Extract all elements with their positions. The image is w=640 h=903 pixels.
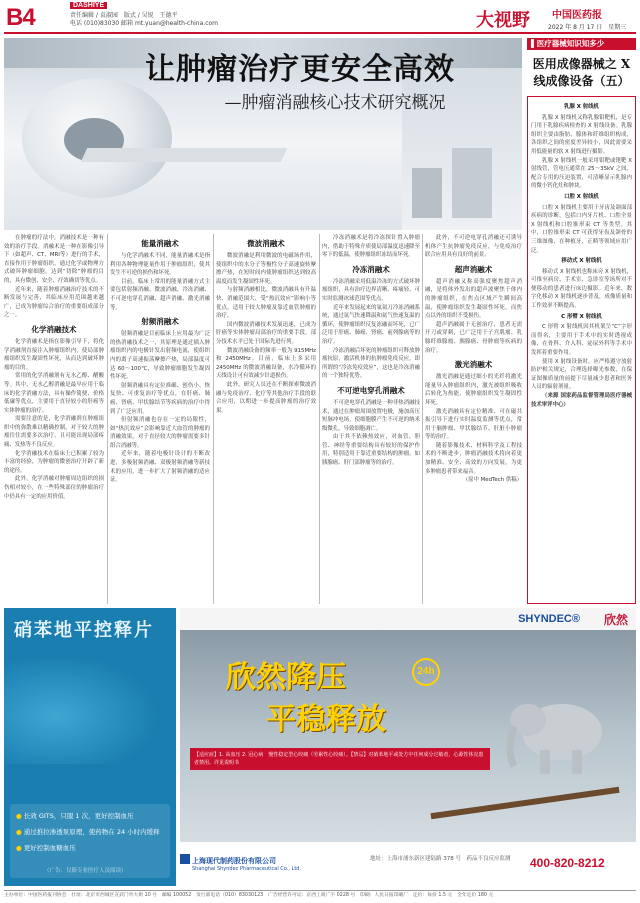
ad-background-graphic [4,644,176,764]
section-heading: 激光消融术 [454,360,493,370]
ad-headline-2: 平稳释放 [266,702,386,737]
paragraph: 此外，化学消融对肿瘤周边组织的损伤相对较小，在一些特殊部位的肿瘤治疗中仍具有一定的应用价值。 [4,476,104,500]
paragraph: 乳腺 X 射线机又称乳腺钼靶机，是专门用于乳腺疾病检查的 X 射线设备。乳腺组织主要由脂肪、腺体和纤维组织构成，各组织之间的密度差异较小，因此需要采用低能量的软 X 射线进行摄影。 [531,114,632,155]
paragraph: 微波消融设备的频率一般为 915MHz 和 2450MHz。目前，临床上多采用 2450MHz 的微波消融设备，水冷循环的天线设计可有效减少针道损伤。 [216,347,316,380]
paragraph: 超声消融属于无创治疗，患者无需开刀或穿刺，已广泛用于子宫肌瘤、乳腺纤维腺瘤、胰腺癌、骨肿瘤等疾病的治疗。 [425,321,522,354]
paragraph: 超声消融又称高强度聚焦超声消融，是将体外发出的超声波聚焦于体内的肿瘤组织，在焦点区域产生瞬间高温，使肿瘤组织发生凝固性坏死，而焦点以外的组织不受损伤。 [425,278,522,320]
section-title: 大视野 [476,10,530,31]
paragraph: 随着影像技术、材料科学及工程技术的不断进步，肿瘤消融技术将向着更加精准、安全、高效的方向发展，为更多肿瘤患者带来福音。 [425,442,522,475]
editor-info [70,12,218,28]
column-divider [319,234,320,604]
ad-contact-label: 地址：上海市浦东新区建陆路 378 号 药品不良反应监测 [370,856,511,862]
paragraph: 化学消融技术在临床上已积累了较为丰富的经验，为肿瘤的微创治疗开辟了新的途径。 [4,450,104,474]
paragraph: 射频消融是目前临床上应用最为广泛的热消融技术之一，其原理是通过插入肿瘤组织内的电极针发出射频电流，使组织内的离子高速振荡摩擦产热，局部温度可达 60～100℃，导致肿瘤细胞发生凝固性坏死。 [110,331,210,381]
column-divider [213,234,214,604]
section-en-label: DASHIYE [70,2,107,9]
paragraph: 冷冻消融后坏死的肿瘤组织可释放肿瘤抗原，激活机体的抗肿瘤免疫反应，即所谓的“冷冻免疫效应”，这也是冷冻消融的一个独特优势。 [322,347,420,380]
header-rule [4,32,636,34]
paragraph: 移动式 X 射线机也称床旁 X 射线机，可推至病房、手术室、急诊室等场所对不便移动的患者进行床边摄影。近年来，数字化移动 X 射线机逐步普及，成像质量和工作效率不断提高。 [531,268,632,310]
paragraph: 口腔 X 射线机主要用于牙齿及颌面部疾病的诊断，包括口内牙片机、口腔全景 X 射线机和口腔锥形束 CT 等类型。其中，口腔锥形束 CT 可获得牙齿及颌骨的三维图像，在种植牙、正畸等领域应用广泛。 [531,204,632,254]
article-column-4 [322,234,420,604]
paragraph: 冷冻消融术是将冷冻探针置入肿瘤内，借助于特殊介质使局部温度迅速降至零下的低温，使肿瘤组织冻结而坏死。 [322,235,420,259]
subheadline: —肿瘤消融核心技术研究概况 [224,93,446,113]
section-heading: 冷冻消融术 [352,264,390,274]
ad-brand: SHYNDEC® [518,613,580,625]
headline: 让肿瘤治疗更安全高效 [145,52,455,87]
ad-visual [180,630,636,842]
ad-phone: 400-820-8212 [530,856,605,870]
paragraph: 射频消融具有定位准确、创伤小、恢复快、可重复治疗等优点，在肝癌、肺癌、肾癌、甲状腺结节等疾病的治疗中得到了广泛应用。 [110,382,210,415]
paragraph: 近年来发展起来的氩氦刀冷冻消融系统，通过氩气快速降温和氦气快速复温的循环，使肿瘤组织反复冻融而坏死，已广泛用于肝癌、肺癌、肾癌、前列腺癌等的治疗。 [322,304,420,345]
paragraph: 激光消融具有定位精准、可在磁共振引导下进行实时温度监测等优点，常用于脑肿瘤、甲状腺结节、肝脏小肿瘤等的治疗。 [425,408,522,441]
paragraph: 此外，不可逆电穿孔消融还可诱导机体产生抗肿瘤免疫反应，与免疫治疗联合应用具有良好的前景。 [425,235,522,259]
section-heading: 化学消融技术 [31,324,77,334]
ad-bullet: ● 长效 GITS，只服 1 次，更好控制血压 [16,812,134,821]
section-heading: 超声消融术 [454,264,493,274]
sidebar-subheading: C 形臂 X 射线机 [561,313,602,320]
sidebar-text [531,101,632,599]
paragraph: 激光消融是通过细小的光纤将激光能量导入肿瘤组织内，激光被组织吸收后转化为热能，使肿瘤组织发生凝固性坏死。 [425,374,522,406]
advertisement-nifedipine [4,608,176,886]
ad-fine-print: 【适应症】1. 高血压 2. 冠心病 慢性稳定型心绞痛（劳累性心绞痛）。【禁忌】对硝苯地平或处方中任何成分过敏者，心源性休克患者禁用。详见说明书 [190,748,490,770]
sidebar-credit: （来源 国家药品监督管理局医疗器械技术审评中心） [531,393,632,408]
column-divider [107,234,108,604]
paragraph: 近年来，随着电极针设计的不断改进，多极射频消融、双极射频消融等新技术的应用，进一步扩大了射频消融的适应证。 [110,451,210,484]
ad-headline-1: 欣然降压 [226,660,346,695]
paragraph: 化学消融术是指在影像引导下，将化学消融剂直接注入肿瘤组织内，使局部肿瘤组织发生凝固性坏死，从而达到破坏肿瘤的目的。 [4,338,104,371]
paragraph: 近年来，随着肿瘤消融治疗技术的不断发展与完善，其临床应用范围越来越广，已成为肿瘤综合治疗的重要组成部分之一。 [4,286,104,319]
paragraph: 常用的化学消融剂有无水乙醇、醋酸等。其中，无水乙醇消融是最早应用于临床的化学消融方法，具有操作简便、价格低廉等优点，主要用于直径较小的肝癌等实体肿瘤的治疗。 [4,373,104,414]
column-divider [422,234,423,604]
paragraph: 需要注意的是，化学消融剂在肿瘤组织中的弥散难以精确控制，对于较大的肿瘤往往需要多次治疗，且可能出现局部疼痛、发热等不良反应。 [4,416,104,449]
sidebar-subheading: 乳腺 X 射线机 [564,104,599,110]
paragraph: 微波消融是利用微波的电磁场作用，使组织中的水分子等极性分子高速旋转摩擦产热，在短时间内使肿瘤组织达到较高温度而发生凝固性坏死。 [216,253,316,285]
page-number: B4 [6,4,35,31]
paragraph: 此外，研究人员还在不断探索微波消融与免疫治疗、化疗等其他治疗手段的联合应用，以期进一步提高肿瘤的治疗效果。 [216,381,316,414]
ad-note: （广告：仅限专业医疗人员阅读） [44,868,127,874]
article-column-5 [425,234,522,604]
ad-company-en: Shanghai Shyndec Pharmaceutical Co., Ltd. [192,866,302,872]
ad-brand-cn: 欣然 [603,613,628,627]
article-credit: （原中 MedTech 供稿） [462,477,522,484]
seesaw-graphic [431,787,620,819]
paragraph: 使用 X 射线设备时，应严格遵守放射防护相关规定，合理选择曝光参数，在保证图像质量的前提下尽量减少患者和医务人员的辐射剂量。 [531,358,632,391]
paragraph: 不可逆电穿孔消融是一种非热消融技术，通过在肿瘤周围放置电极，施加高压短脉冲电场，使细胞膜产生不可逆的纳米级微孔，导致细胞凋亡。 [322,399,420,432]
paragraph: 但射频消融也存在一定的局限性，如“热沉效应”会影响靠近大血管的肿瘤的消融效果，对于直径较大的肿瘤需要多针组合消融等。 [110,417,210,449]
paragraph: 目前，临床上常用的能量消融方式主要包括射频消融、微波消融、冷冻消融、不可逆电穿孔消融、超声消融、激光消融等。 [110,278,210,311]
elephant-icon [500,670,620,790]
ad-24h-badge: 24h [412,658,440,686]
paragraph: 国内微波消融技术发展迅速，已成为肝癌等实体肿瘤局部治疗的重要手段，部分技术水平已处于国际先进行列。 [216,321,316,345]
ad-bullet: ● 更好控制血糖血压 [16,844,76,853]
sidebar-subheading: 口腔 X 射线机 [564,193,599,200]
page-header [0,0,640,34]
paragraph: C 形臂 X 射线机因其机架呈“C”字形而得名，主要用于手术中的实时透视成像，在骨科、介入科、泌尿外科等手术中发挥着重要作用。 [531,324,632,357]
article-column-1 [4,234,104,604]
company-logo-icon [180,854,190,864]
sidebar-box [527,96,636,604]
ad-company: 上海现代制药股份有限公司 [192,857,276,865]
section-heading: 射频消融术 [141,317,179,327]
sidebar-subheading: 移动式 X 射线机 [561,258,602,265]
ad-title: 硝苯地平控释片 [14,620,154,641]
section-heading: 不可逆电穿孔消融术 [337,385,405,395]
advertisement-shyndec [180,608,636,886]
sidebar-title: 医用成像器械之 X 线成像设备（五） [532,57,631,88]
paragraph: 乳腺 X 射线机一般采用钼靶或铑靶 X 射线管，管电压通常在 25～35kV 之间，配合专用的压迫装置，可清晰显示乳腺内的微小钙化灶和肿块。 [531,157,632,190]
section-heading: 能量消融术 [141,239,179,248]
article-column-3 [216,234,316,604]
page-footer: 主办单位：中国医药报刊协会 社址：北京市西城区宣武门外大街 10 号 邮编 100052 发行部电话（010）83030123 广告经营许可证：京西工商广字 0228 号 印刷：人民日报印刷厂 定价：每份 1.5 元 全年定价 180 元 [4,890,636,899]
newspaper-name: 中国医药报 [552,10,602,21]
paragraph: 与化学消融术不同，能量消融术是指利用各种物理能量作用于肿瘤组织，使其发生不可逆的损伤和坏死。 [110,253,210,277]
issue-date: 2022 年 8 月 17 日 星期三 [548,24,627,31]
sidebar-column-tag: ▌医疗器械知识知多少 [527,38,636,50]
paragraph: 与射频消融相比，微波消融具有升温快、消融范围大、受“热沉效应”影响小等优点，适用于较大肿瘤及靠近血管肿瘤的治疗。 [216,287,316,320]
ad-bullet: ● 通过推拉渗透泵原理，使药物在 24 小时内缓释 [16,828,160,837]
contact-line: 电话 (010)83030 邮箱 mt.yuan@health-china.com [70,20,219,27]
paragraph: 由于其不依赖热效应，对血管、胆管、神经等重要结构具有较好的保护作用，特别适用于靠近重要结构的肿瘤，如胰腺癌、肝门部肿瘤等的治疗。 [322,434,420,467]
paragraph: 冷冻消融采用低温冷冻的方式破坏肿瘤组织，具有治疗边界清晰、疼痛轻、可实时监测冰球范围等优点。 [322,278,420,302]
section-heading: 微波消融术 [247,239,285,248]
paragraph: 在肿瘤的疗法中，消融技术是一种有效的治疗手段。消融术是一种在影像引导下（如超声、CT、MRI等）进行的手术，直接作用于肿瘤组织，通过化学或物理方式破坏肿瘤细胞，达到“切除”肿瘤的目的，具有微创、安全、疗效确切等优点。 [4,235,104,284]
editor-line: 责任编辑 / 袁淑园 版式 / 吴锐 王德平 [70,12,178,19]
article-column-2 [110,234,210,604]
